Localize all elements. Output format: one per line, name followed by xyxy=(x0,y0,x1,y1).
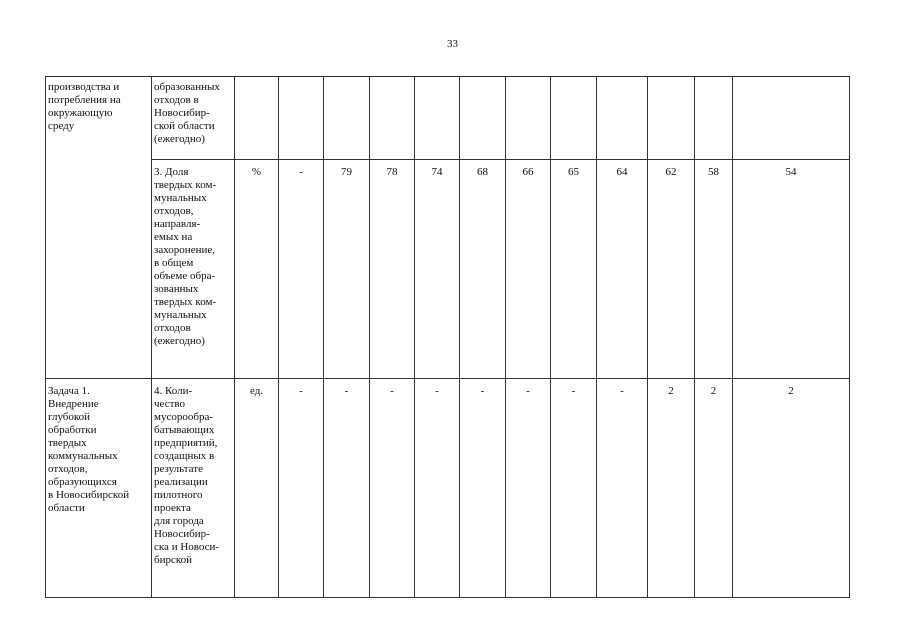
indicator-cell: 3. Доля твердых ком- мунальных отходов, направля- емых на захоронение, в общем объеме обра- зованных твердых ком- мунальных отходов (ежегодно) xyxy=(152,160,235,379)
unit-cell: ед. xyxy=(235,379,279,598)
value-cell: - xyxy=(279,379,324,598)
value-cell xyxy=(279,77,324,160)
value-cell: - xyxy=(370,379,415,598)
value-cell: - xyxy=(460,379,506,598)
page-number: 33 xyxy=(447,38,458,50)
value-cell: 79 xyxy=(324,160,370,379)
value-cell: - xyxy=(597,379,648,598)
value-cell: - xyxy=(324,379,370,598)
value-cell: 68 xyxy=(460,160,506,379)
value-cell: 2 xyxy=(695,379,733,598)
task-cell: Задача 1. Внедрение глубокой обработки твердых коммунальных отходов, образующихся в Новосибирской области xyxy=(46,379,152,598)
value-cell xyxy=(551,77,597,160)
value-cell xyxy=(415,77,460,160)
table-row xyxy=(46,379,850,598)
value-cell xyxy=(648,77,695,160)
indicator-cell: 4. Коли- чество мусорообра- батывающих предприятий, создащных в результате реализации пилотного проекта для города Новосибир- ска и Новоси- бирской xyxy=(152,379,235,598)
task-cell: производства и потребления на окружающую среду xyxy=(46,77,152,379)
value-cell: 2 xyxy=(648,379,695,598)
value-cell: 62 xyxy=(648,160,695,379)
value-cell: 74 xyxy=(415,160,460,379)
value-cell: - xyxy=(506,379,551,598)
value-cell: 64 xyxy=(597,160,648,379)
table-row xyxy=(46,160,850,379)
value-cell: 66 xyxy=(506,160,551,379)
indicator-cell: образованных отходов в Новосибир- ской области (ежегодно) xyxy=(152,77,235,160)
value-cell: 58 xyxy=(695,160,733,379)
value-cell: - xyxy=(279,160,324,379)
value-cell xyxy=(460,77,506,160)
value-cell: 2 xyxy=(733,379,850,598)
indicator-table xyxy=(45,76,850,598)
value-cell: - xyxy=(551,379,597,598)
value-cell xyxy=(370,77,415,160)
value-cell xyxy=(506,77,551,160)
value-cell xyxy=(733,77,850,160)
value-cell: 65 xyxy=(551,160,597,379)
value-cell: - xyxy=(415,379,460,598)
unit-cell xyxy=(235,77,279,160)
table-row xyxy=(46,77,850,160)
value-cell: 78 xyxy=(370,160,415,379)
unit-cell: % xyxy=(235,160,279,379)
value-cell xyxy=(597,77,648,160)
value-cell xyxy=(695,77,733,160)
value-cell xyxy=(324,77,370,160)
value-cell: 54 xyxy=(733,160,850,379)
